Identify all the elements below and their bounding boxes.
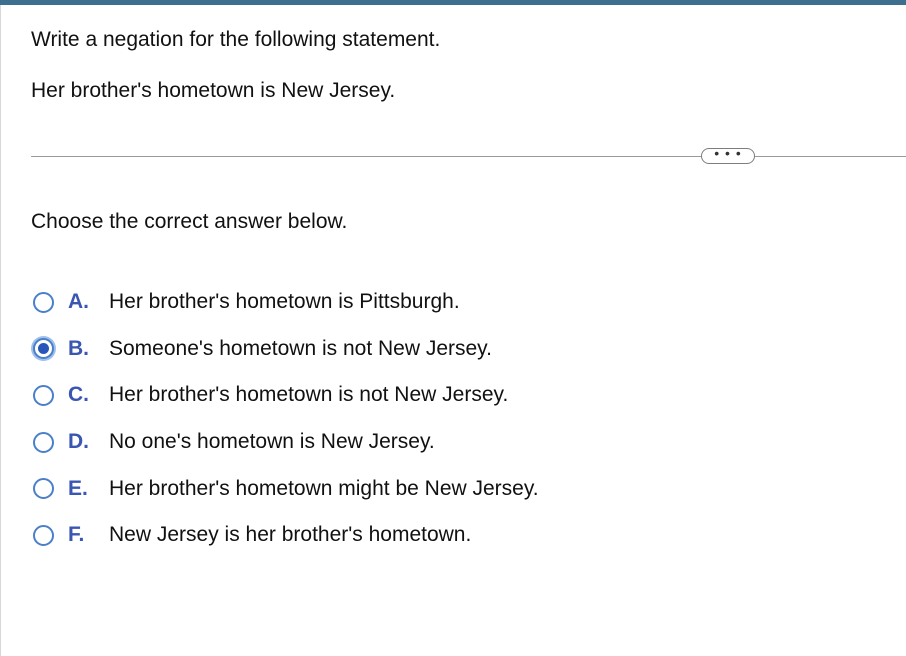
option-a[interactable]: [33, 279, 539, 326]
option-e[interactable]: [33, 465, 539, 512]
left-border: [0, 5, 1, 656]
option-text: Her brother's hometown is Pittsburgh.: [109, 290, 460, 314]
question-prompt: Write a negation for the following statement.: [31, 28, 441, 51]
option-letter: F.: [68, 523, 85, 547]
option-letter: A.: [68, 290, 89, 314]
radio-button-f[interactable]: [33, 525, 54, 546]
question-statement: Her brother's hometown is New Jersey.: [31, 79, 396, 102]
option-letter: C.: [68, 383, 89, 407]
option-letter: E.: [68, 476, 88, 500]
option-d[interactable]: [33, 419, 539, 466]
radio-button-d[interactable]: [33, 432, 54, 453]
option-text: New Jersey is her brother's hometown.: [109, 523, 472, 547]
option-f[interactable]: [33, 512, 539, 559]
top-accent-bar: [0, 0, 906, 5]
option-letter: B.: [68, 336, 89, 360]
option-text: Her brother's hometown might be New Jersey.: [109, 476, 539, 500]
option-letter: D.: [68, 430, 89, 454]
option-text: Her brother's hometown is not New Jersey.: [109, 383, 509, 407]
option-text: Someone's hometown is not New Jersey.: [109, 336, 492, 360]
answer-instruction: Choose the correct answer below.: [31, 210, 348, 233]
section-divider: [31, 156, 906, 157]
option-text: No one's hometown is New Jersey.: [109, 430, 435, 454]
option-b[interactable]: [33, 326, 539, 373]
option-c[interactable]: [33, 372, 539, 419]
radio-button-e[interactable]: [33, 478, 54, 499]
expand-more-button[interactable]: [701, 145, 755, 164]
radio-button-c[interactable]: [33, 385, 54, 406]
radio-button-b[interactable]: [33, 338, 54, 359]
answer-options: [33, 279, 539, 559]
ellipsis-icon: • • •: [714, 145, 742, 161]
radio-button-a[interactable]: [33, 292, 54, 313]
